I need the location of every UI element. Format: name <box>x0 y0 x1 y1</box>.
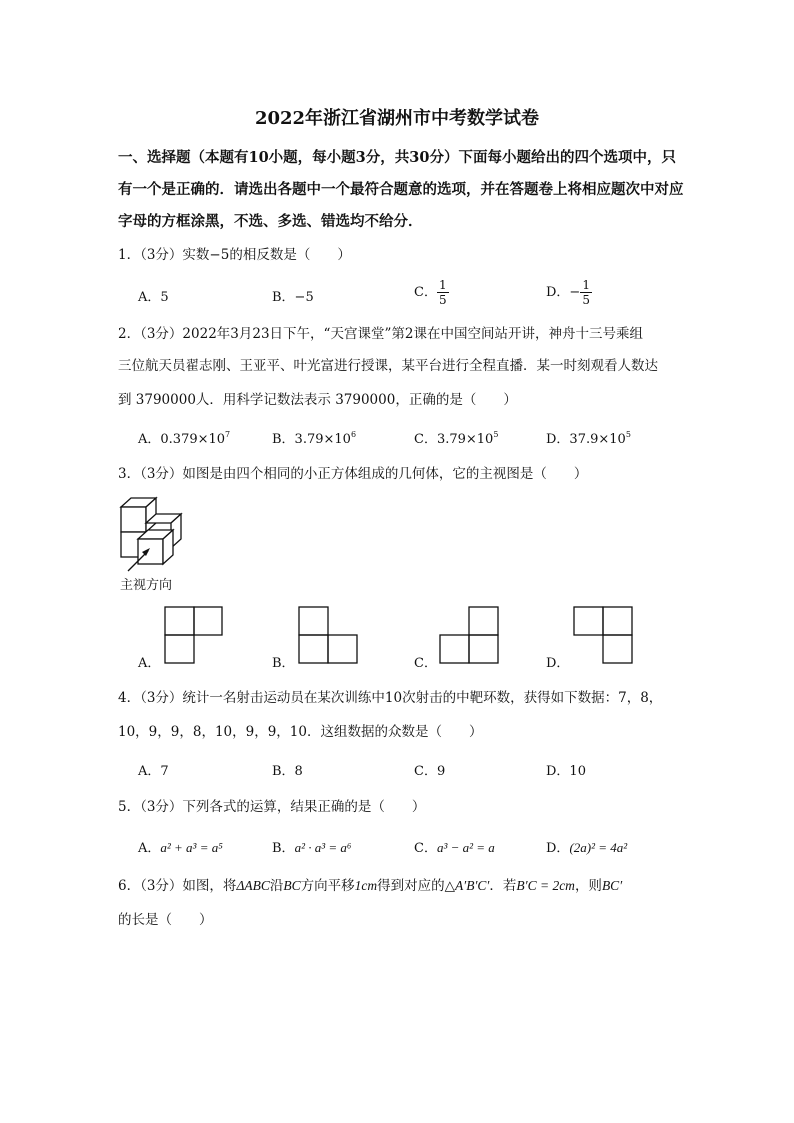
question-2-option-a <box>138 428 230 447</box>
question-3-stem: 3．（3分）如图是由四个相同的小正方体组成的几何体，它的主视图是（ ） <box>118 466 588 482</box>
option-expression: (2a)² = 4a² <box>569 840 628 855</box>
math: 1cm <box>354 878 378 893</box>
question-3-figure-d <box>573 606 635 666</box>
section-heading-line-3: 字母的方框涂黑，不选、多选、错选均不给分． <box>118 213 423 230</box>
question-1-option-d <box>546 278 592 307</box>
question-3-option-c: C． <box>414 656 437 671</box>
question-4-option-d: D．10 <box>546 764 586 779</box>
denominator: 5 <box>438 293 447 307</box>
text: ．若 <box>489 878 517 894</box>
option-c-label: C． <box>414 285 437 300</box>
question-2-line-2: 三位航天员翟志刚、王亚平、叶光富进行授课，某平台进行全程直播．某一时刻观看人数达 <box>118 358 658 374</box>
section-heading-line-1: 一、选择题（本题有10小题，每小题3分，共30分）下面每小题给出的四个选项中，只 <box>118 149 676 166</box>
math: B′C = 2cm <box>516 878 575 893</box>
question-2-line-3: 到 3790000人．用科学记数法表示 3790000，正确的是（ ） <box>118 392 517 408</box>
page-title: 2022年浙江省湖州市中考数学试卷 <box>254 108 540 129</box>
question-1-option-a: A．5 <box>138 290 169 305</box>
math: A′B′C′ <box>455 878 490 893</box>
question-4-option-b: B．8 <box>272 764 303 779</box>
text: 沿 <box>269 878 284 894</box>
option-c-fraction <box>437 278 449 307</box>
question-4-line-2: 10，9，9，8，10，9，9，10．这组数据的众数是（ ） <box>118 724 483 740</box>
math: BC <box>283 878 301 893</box>
question-3-option-a: A． <box>138 656 161 671</box>
question-4-line-1: 4．（3分）统计一名射击运动员在某次训练中10次射击的中靶环数，获得如下数据：7，8， <box>118 690 663 706</box>
exponent: 7 <box>225 430 231 439</box>
math: BC′ <box>601 878 623 893</box>
question-5-option-b <box>272 837 351 856</box>
option-expression: a² + a³ = a⁵ <box>160 840 223 855</box>
option-expression: a³ − a² = a <box>436 840 495 855</box>
question-6-line-1 <box>118 874 622 894</box>
question-5-option-d <box>546 837 627 856</box>
option-d-label: D．− <box>546 285 581 300</box>
question-3-figure-a <box>164 606 224 666</box>
math: ΔABC <box>236 878 270 893</box>
question-2-option-d <box>546 428 631 447</box>
option-text: B．3.79×10 <box>272 432 351 447</box>
option-expression: a² · a³ = a⁶ <box>294 840 352 855</box>
question-2-option-c <box>414 428 498 447</box>
cube-figure <box>118 495 190 575</box>
question-3-option-b: B． <box>272 656 295 671</box>
question-3-figure-b <box>298 606 360 666</box>
option-label: C． <box>414 841 437 856</box>
question-1-stem: 1．（3分）实数−5的相反数是（ ） <box>118 247 351 263</box>
exponent: 5 <box>625 430 631 439</box>
question-2-line-1: 2．（3分）2022年3月23日下午，“天宫课堂”第2课在中国空间站开讲，神舟十三号乘组 <box>118 326 643 342</box>
question-2-option-b <box>272 428 356 447</box>
denominator: 5 <box>582 293 590 307</box>
option-label: D． <box>546 841 570 856</box>
option-label: B． <box>272 841 295 856</box>
question-1-option-c <box>414 278 449 307</box>
text: ，则 <box>574 878 602 894</box>
question-3-option-d: D． <box>546 656 570 671</box>
question-4-option-a: A．7 <box>138 764 169 779</box>
option-text: A．0.379×10 <box>138 432 226 447</box>
option-text: C．3.79×10 <box>414 432 494 447</box>
exponent: 6 <box>350 430 357 439</box>
question-4-option-c: C．9 <box>414 764 446 779</box>
question-1-option-b: B．−5 <box>272 290 314 305</box>
option-label: A． <box>138 841 161 856</box>
numerator: 1 <box>582 278 590 292</box>
text: 6．（3分）如图，将 <box>118 878 237 894</box>
question-5-option-c <box>414 837 495 856</box>
view-direction-label: 主视方向 <box>120 578 173 593</box>
section-heading-line-2: 有一个是正确的．请选出各题中一个最符合题意的选项，并在答题卷上将相应题次中对应 <box>118 181 684 198</box>
question-6-line-2: 的长是（ ） <box>118 912 213 928</box>
question-5-option-a <box>138 837 223 856</box>
numerator: 1 <box>438 278 447 292</box>
question-3-figure-c <box>439 606 501 666</box>
text: 方向平移 <box>300 878 355 894</box>
option-d-fraction <box>580 278 592 307</box>
question-5-stem: 5．（3分）下列各式的运算，结果正确的是（ ） <box>118 799 426 815</box>
exponent: 5 <box>493 430 499 439</box>
text: 得到对应的△ <box>377 878 456 894</box>
option-text: D．37.9×10 <box>546 432 626 447</box>
